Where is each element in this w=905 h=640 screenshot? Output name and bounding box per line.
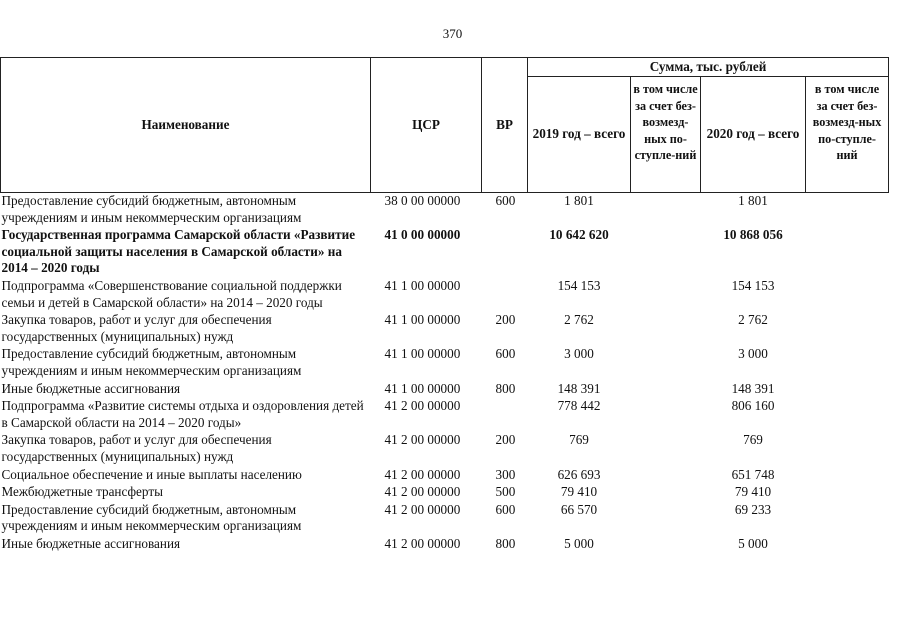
table-row xyxy=(1,432,889,466)
table-row xyxy=(1,312,889,346)
row-2020-total: 2 762 xyxy=(738,312,768,328)
row-2019-total: 148 391 xyxy=(557,380,601,396)
row-2020-total: 769 xyxy=(743,432,763,448)
budget-table xyxy=(0,57,889,553)
row-2019-total: 778 442 xyxy=(557,398,601,414)
row-vr xyxy=(482,227,528,278)
row-vr: 800 xyxy=(495,380,516,396)
row-2019-total: 10 642 620 xyxy=(549,227,609,243)
row-csr: 41 1 00 00000 xyxy=(384,277,461,293)
row-vr: 600 xyxy=(495,346,516,362)
row-name: Предоставление субсидий бюджетным, автономным учреждениям и иным некоммерческим организациям xyxy=(1,346,302,378)
row-2019-total: 66 570 xyxy=(560,501,598,517)
header-2019-total: 2019 год – всего xyxy=(528,77,631,193)
row-name: Иные бюджетные ассигнования xyxy=(1,535,181,551)
page-number: 370 xyxy=(442,26,463,41)
table-body xyxy=(1,193,889,554)
row-2019-total: 769 xyxy=(569,432,589,448)
row-2020-free xyxy=(806,536,889,554)
header-sum: Сумма, тыс. рублей xyxy=(528,58,889,77)
row-2020-free xyxy=(806,381,889,399)
row-csr: 41 1 00 00000 xyxy=(384,312,461,328)
row-csr: 41 2 00 00000 xyxy=(384,432,461,448)
row-2020-total: 3 000 xyxy=(738,346,768,362)
row-2019-total: 626 693 xyxy=(557,466,601,482)
row-2019-free xyxy=(631,484,701,502)
table-row xyxy=(1,346,889,380)
row-vr: 200 xyxy=(495,312,516,328)
row-2019-free xyxy=(631,193,701,228)
row-vr: 600 xyxy=(495,501,516,517)
row-2020-free xyxy=(806,278,889,312)
row-2019-total: 154 153 xyxy=(557,277,601,293)
row-2020-total: 651 748 xyxy=(731,466,775,482)
row-2020-free xyxy=(806,398,889,432)
row-2020-total: 148 391 xyxy=(731,380,775,396)
row-2020-free xyxy=(806,227,889,278)
row-name: Государственная программа Самарской области «Развитие социальной защиты населения в Самарской области» на 2014 – 2020 годы xyxy=(1,227,356,276)
row-2020-free xyxy=(806,432,889,466)
table-header xyxy=(1,58,889,193)
row-name: Иные бюджетные ассигнования xyxy=(1,380,181,396)
row-2020-free xyxy=(806,312,889,346)
row-name: Социальное обеспечение и иные выплаты населению xyxy=(1,466,302,482)
table-row xyxy=(1,227,889,278)
row-name: Предоставление субсидий бюджетным, автономным учреждениям и иным некоммерческим организациям xyxy=(1,501,302,534)
row-2019-free xyxy=(631,502,701,536)
row-2020-total: 79 410 xyxy=(734,484,772,500)
row-csr: 41 0 00 00000 xyxy=(384,227,461,243)
table-row xyxy=(1,193,889,228)
row-2019-free xyxy=(631,536,701,554)
header-csr: ЦСР xyxy=(371,58,482,193)
row-2020-free xyxy=(806,467,889,485)
row-2019-free xyxy=(631,278,701,312)
row-2019-total: 5 000 xyxy=(564,535,594,551)
row-2020-total: 10 868 056 xyxy=(723,227,783,243)
header-2020-total: 2020 год – всего xyxy=(701,77,806,193)
header-2020-free: в том числе за счет без-возмезд-ных по-ступле-ний xyxy=(806,77,889,193)
row-2020-total: 806 160 xyxy=(731,398,775,414)
row-csr: 41 2 00 00000 xyxy=(384,535,461,551)
table-row xyxy=(1,502,889,536)
row-2020-free xyxy=(806,193,889,228)
header-name: Наименование xyxy=(1,58,371,193)
row-2019-total: 3 000 xyxy=(564,346,594,362)
row-2020-total: 69 233 xyxy=(734,501,772,517)
row-csr: 38 0 00 00000 xyxy=(384,193,461,208)
row-name: Подпрограмма «Совершенствование социальной поддержки семьи и детей в Самарской области» на 2014 – 2020 годы xyxy=(1,277,342,310)
row-2019-free xyxy=(631,432,701,466)
table-row xyxy=(1,278,889,312)
row-2020-free xyxy=(806,346,889,380)
row-vr xyxy=(482,278,528,312)
row-2019-free xyxy=(631,346,701,380)
table-row xyxy=(1,536,889,554)
row-name: Подпрограмма «Развитие системы отдыха и оздоровления детей в Самарской области на 2014 – 2020 годы» xyxy=(1,398,364,430)
row-vr: 600 xyxy=(495,193,516,208)
row-2019-total: 79 410 xyxy=(560,484,598,500)
row-vr: 300 xyxy=(495,466,516,482)
row-name: Закупка товаров, работ и услуг для обеспечения государственных (муниципальных) нужд xyxy=(1,312,272,344)
table-row xyxy=(1,381,889,399)
row-2019-total: 1 801 xyxy=(564,193,594,208)
row-2019-free xyxy=(631,312,701,346)
row-name: Предоставление субсидий бюджетным, автономным учреждениям и иным некоммерческим организациям xyxy=(1,193,302,225)
row-2019-free xyxy=(631,467,701,485)
row-vr xyxy=(482,398,528,432)
row-2019-free xyxy=(631,398,701,432)
table-row xyxy=(1,467,889,485)
row-name: Закупка товаров, работ и услуг для обеспечения государственных (муниципальных) нужд xyxy=(1,432,272,464)
budget-table-container xyxy=(0,57,890,553)
row-csr: 41 2 00 00000 xyxy=(384,398,461,414)
row-2020-free xyxy=(806,502,889,536)
header-vr: ВР xyxy=(482,58,528,193)
row-csr: 41 1 00 00000 xyxy=(384,380,461,396)
row-2020-free xyxy=(806,484,889,502)
row-vr: 200 xyxy=(495,432,516,448)
row-2019-total: 2 762 xyxy=(564,312,594,328)
table-row xyxy=(1,398,889,432)
table-row xyxy=(1,484,889,502)
row-2020-total: 154 153 xyxy=(731,277,775,293)
row-2020-total: 1 801 xyxy=(738,193,768,208)
row-name: Межбюджетные трансферты xyxy=(1,484,163,500)
row-2019-free xyxy=(631,381,701,399)
row-vr: 500 xyxy=(495,484,516,500)
row-csr: 41 2 00 00000 xyxy=(384,484,461,500)
header-2019-free: в том числе за счет без-возмезд-ных по-ступле-ний xyxy=(631,77,701,193)
row-csr: 41 2 00 00000 xyxy=(384,501,461,517)
row-2020-total: 5 000 xyxy=(738,535,768,551)
row-csr: 41 1 00 00000 xyxy=(384,346,461,362)
row-vr: 800 xyxy=(495,535,516,551)
row-csr: 41 2 00 00000 xyxy=(384,466,461,482)
row-2019-free xyxy=(631,227,701,278)
